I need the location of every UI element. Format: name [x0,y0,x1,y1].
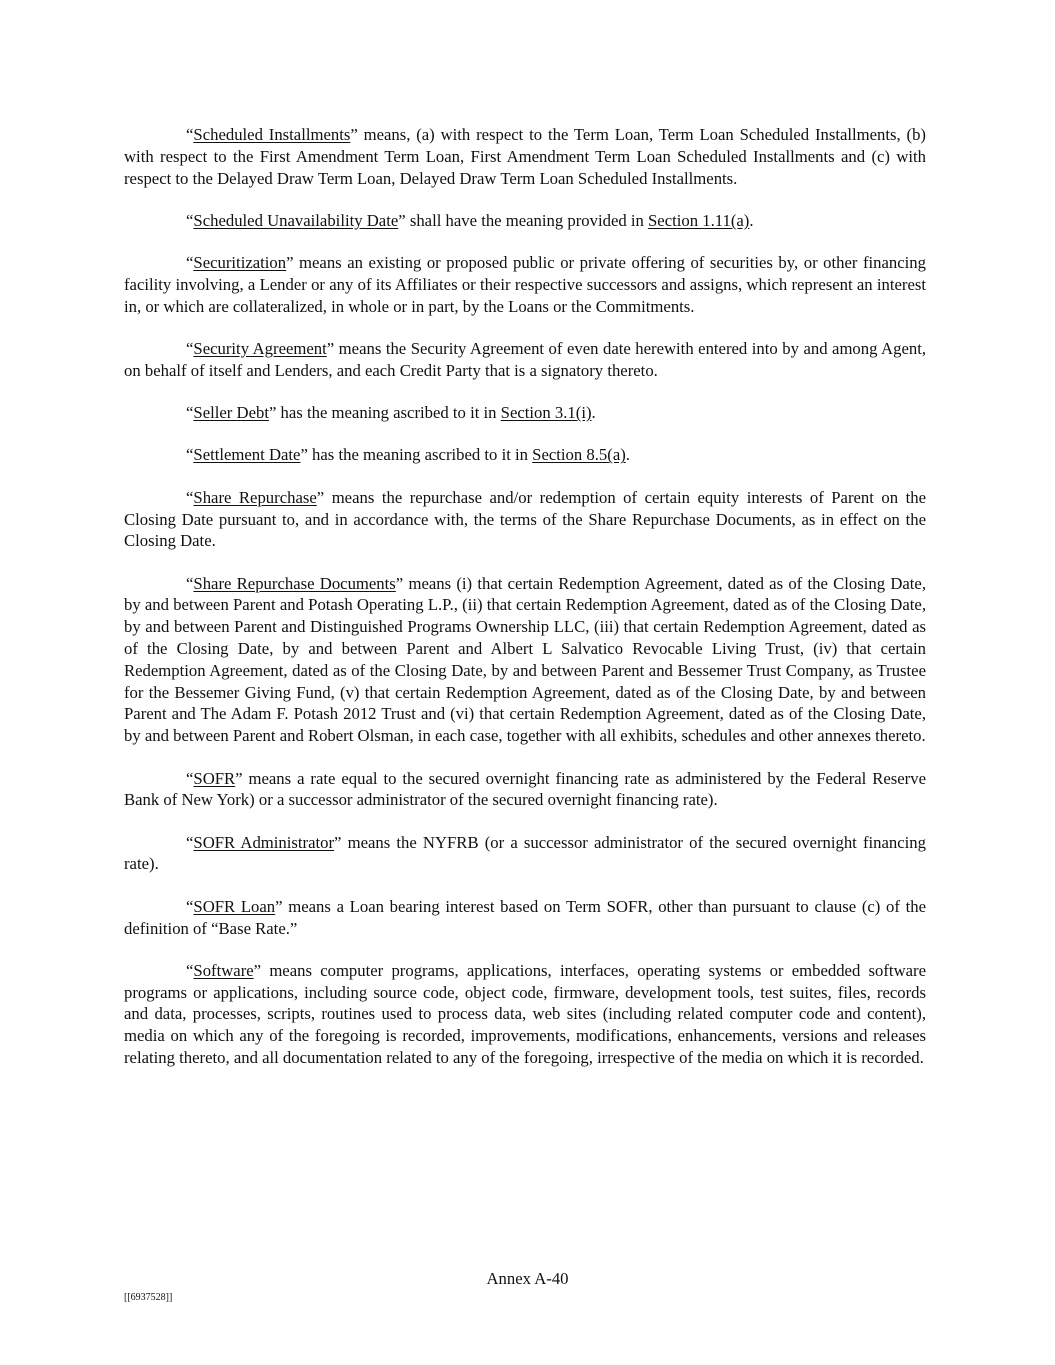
definition-sofr-loan: “SOFR Loan” means a Loan bearing interest based on Term SOFR, other than pursuant to clause (c) of the definition of “Base Rate.” [124,896,927,938]
defined-term: Securitization [193,253,287,273]
defined-term: Settlement Date [193,445,301,465]
page-number: Annex A-40 [486,1269,569,1288]
definition-sofr-administrator: “SOFR Administrator” means the NYFRB (or a successor administrator of the secured overnight financing rate). [124,832,926,874]
definition-settlement-date: “Settlement Date” has the meaning ascribed to it in Section 8.5(a). [186,445,630,465]
section-reference: Section 1.11(a) [648,210,750,230]
defined-term: Scheduled Installments [193,125,351,144]
defined-term: Software [193,960,254,980]
defined-term: Seller Debt [193,403,269,423]
definition-software: “Software” means computer programs, applications, interfaces, operating systems or embedded software programs or applications, including source code, object code, firmware, development tools, test suites, files, records and data, processes, scripts, routines used to process data, web sites (including related computer code and content), media on which any of the foregoing is recorded, improvements, modifications, enhancements, versions and releases relating thereto, and all documentation related to any of the foregoing, irrespective of the media on which it is recorded. [124,960,926,1067]
definition-scheduled-unavailability-date: “Scheduled Unavailability Date” shall have the meaning provided in Section 1.11(a). [186,210,754,230]
section-reference: Section 8.5(a) [532,445,626,465]
section-reference: Section 3.1(i) [500,403,592,423]
definition-securitization: “Securitization” means an existing or proposed public or private offering of securities by, or other financing facility involving, a Lender or any of its Affiliates or their respective successors and assigns, which represent an interest in, or which are collateralized, in whole or in part, by the Loans or the Commitments. [124,253,926,316]
defined-term: Security Agreement [193,339,327,359]
defined-term: Share Repurchase [193,487,317,507]
defined-term: SOFR Administrator [193,832,335,852]
defined-term: SOFR [193,768,236,788]
defined-term: SOFR Loan [193,896,276,916]
document-body [124,124,926,1089]
definition-share-repurchase: “Share Repurchase” means the repurchase and/or redemption of certain equity interests of Parent on the Closing Date pursuant to, and in accordance with, the terms of the Share Repurchase Documents, as in effect on the Closing Date. [124,487,926,551]
definition-sofr: “SOFR” means a rate equal to the secured overnight financing rate as administered by the Federal Reserve Bank of New York) or a successor administrator of the secured overnight financing rate). [124,768,926,810]
document-id: [[6937528]] [124,1292,173,1303]
defined-term: Share Repurchase Documents [193,573,396,593]
defined-term: Scheduled Unavailability Date [193,210,399,230]
definition-share-repurchase-documents: “Share Repurchase Documents” means (i) that certain Redemption Agreement, dated as of the Closing Date, by and between Parent and Potash Operating L.P., (ii) that certain Redemption Agreement, dated as of the Closing Date, by and between Parent and Distinguished Programs Ownership LLC, (iii) that certain Redemption Agreement, dated as of the Closing Date, by and between Parent and Albert L Salvatico Revocable Living Trust, (iv) that certain Redemption Agreement, dated as of the Closing Date, by and between Parent and Bessemer Trust Company, as Trustee for the Bessemer Giving Fund, (v) that certain Redemption Agreement, dated as of the Closing Date, by and between Parent and The Adam F. Potash 2012 Trust and (vi) that certain Redemption Agreement, dated as of the Closing Date, by and between Parent and Robert Olsman, in each case, together with all exhibits, schedules and other annexes thereto. [124,573,927,746]
definition-seller-debt: “Seller Debt” has the meaning ascribed to it in Section 3.1(i). [186,403,596,423]
definition-scheduled-installments: “Scheduled Installments” means, (a) with respect to the Term Loan, Term Loan Scheduled Installments, (b) with respect to the First Amendment Term Loan, First Amendment Term Loan Scheduled Installments and (c) with respect to the Delayed Draw Term Loan, Delayed Draw Term Loan Scheduled Installments. [124,125,926,188]
definition-security-agreement: “Security Agreement” means the Security Agreement of even date herewith entered into by and among Agent, on behalf of itself and Lenders, and each Credit Party that is a signatory thereto. [124,339,926,380]
